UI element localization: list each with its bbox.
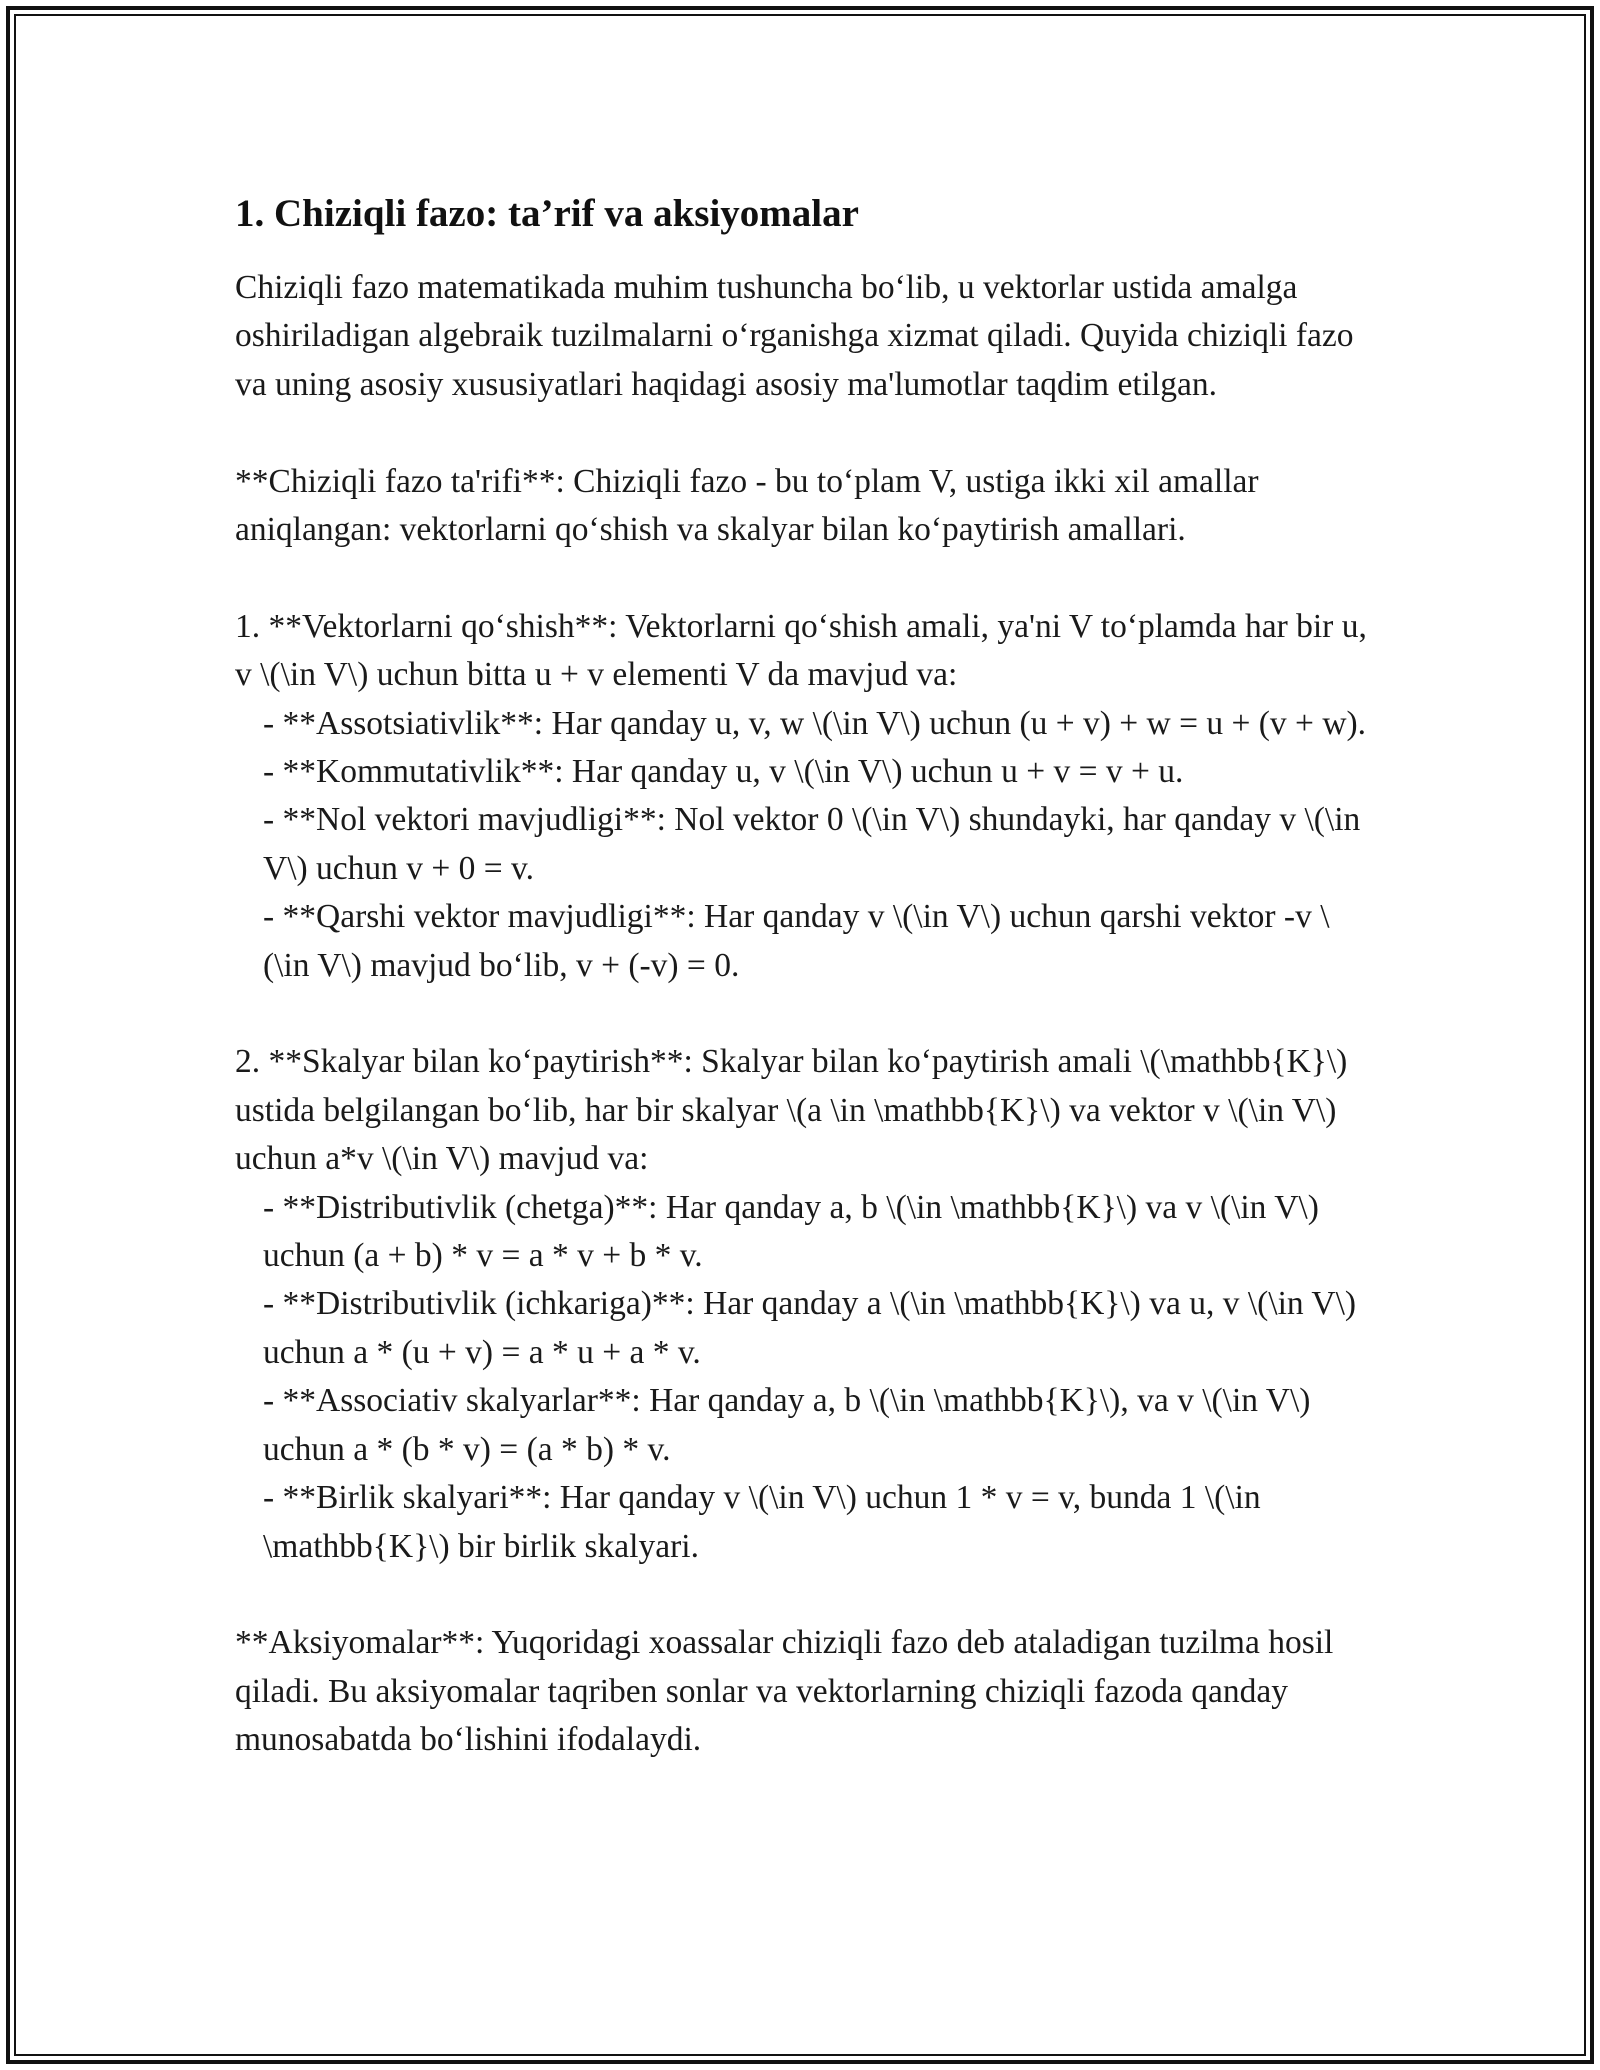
axioms-paragraph: **Aksiyomalar**: Yuqoridagi xoassalar chiziqli fazo deb ataladigan tuzilma hosil qiladi. Bu aksiyomalar taqriben sonlar va vektorlarning chiziqli fazoda qanday munosabatda bo‘lishini ifodalaydi. [235,1624,1342,1759]
axiom-unit-scalar: - **Birlik skalyari**: Har qanday v \(\in V\) uchun 1 * v = v, bunda 1 \(\in \mathbb{K}\) bir birlik skalyari. [263,1479,1270,1565]
intro-paragraph: Chiziqli fazo matematikada muhim tushuncha bo‘lib, u vektorlar ustida amalga oshiriladigan algebraik tuzilmalarni o‘rganishga xizmat qiladi. Quyida chiziqli fazo va uning asosiy xususiyatlari haqidagi asosiy ma'lumotlar taqdim etilgan. [235,269,1362,403]
vector-addition-intro: 1. **Vektorlarni qo‘shish**: Vektorlarni qo‘shish amali, ya'ni V to‘plamda har bir u, v \(\in V\) uchun bitta u + v elementi V da mavjud va: [235,607,1376,694]
section-heading: 1. Chiziqli fazo: ta’rif va aksiyomalar [235,192,859,235]
axiom-distributivity-inner: - **Distributivlik (ichkariga)**: Har qanday a \(\in \mathbb{K}\) va u, v \(\in V\) uchun a * (u + v) = a * u + a * v. [263,1285,1365,1371]
axiom-commutativity: - **Kommutativlik**: Har qanday u, v \(\in V\) uchun u + v = v + u. [263,753,1184,791]
vector-addition-section [235,603,1375,990]
axiom-zero-vector: - **Nol vektori mavjudligi**: Nol vektor 0 \(\in V\) shundayki, har qanday v \(\in V\) uchun v + 0 = v. [263,801,1369,887]
axiom-associativity: - **Assotsiativlik**: Har qanday u, v, w \(\in V\) uchun (u + v) + w = u + (v + w). [263,704,1367,742]
scalar-multiplication-section [235,1038,1375,1570]
axiom-distributivity-outer: - **Distributivlik (chetga)**: Har qanday a, b \(\in \mathbb{K}\) va v \(\in V\) uchun (a + b) * v = a * v + b * v. [263,1188,1328,1275]
scalar-multiplication-intro: 2. **Skalyar bilan ko‘paytirish**: Skalyar bilan ko‘paytirish amali \(\mathbb{K}\) ustida belgilangan bo‘lib, har bir skalyar \(a \in \mathbb{K}\) va vektor v \(\in V\) uchun a*v \(\in V\) mavjud va: [235,1043,1356,1178]
axiom-associative-scalars: - **Associativ skalyarlar**: Har qanday a, b \(\in \mathbb{K}\), va v \(\in V\) uchun a * (b * v) = (a * b) * v. [263,1382,1319,1468]
definition-paragraph: **Chiziqli fazo ta'rifi**: Chiziqli fazo - bu to‘plam V, ustiga ikki xil amallar aniqlangan: vektorlarni qo‘shish va skalyar bilan ko‘paytirish amallari. [235,462,1267,549]
document-body [235,186,1375,1813]
axiom-opposite-vector: - **Qarshi vektor mavjudligi**: Har qanday v \(\in V\) uchun qarshi vektor -v \(\in V\) mavjud bo‘lib, v + (-v) = 0. [263,898,1330,984]
